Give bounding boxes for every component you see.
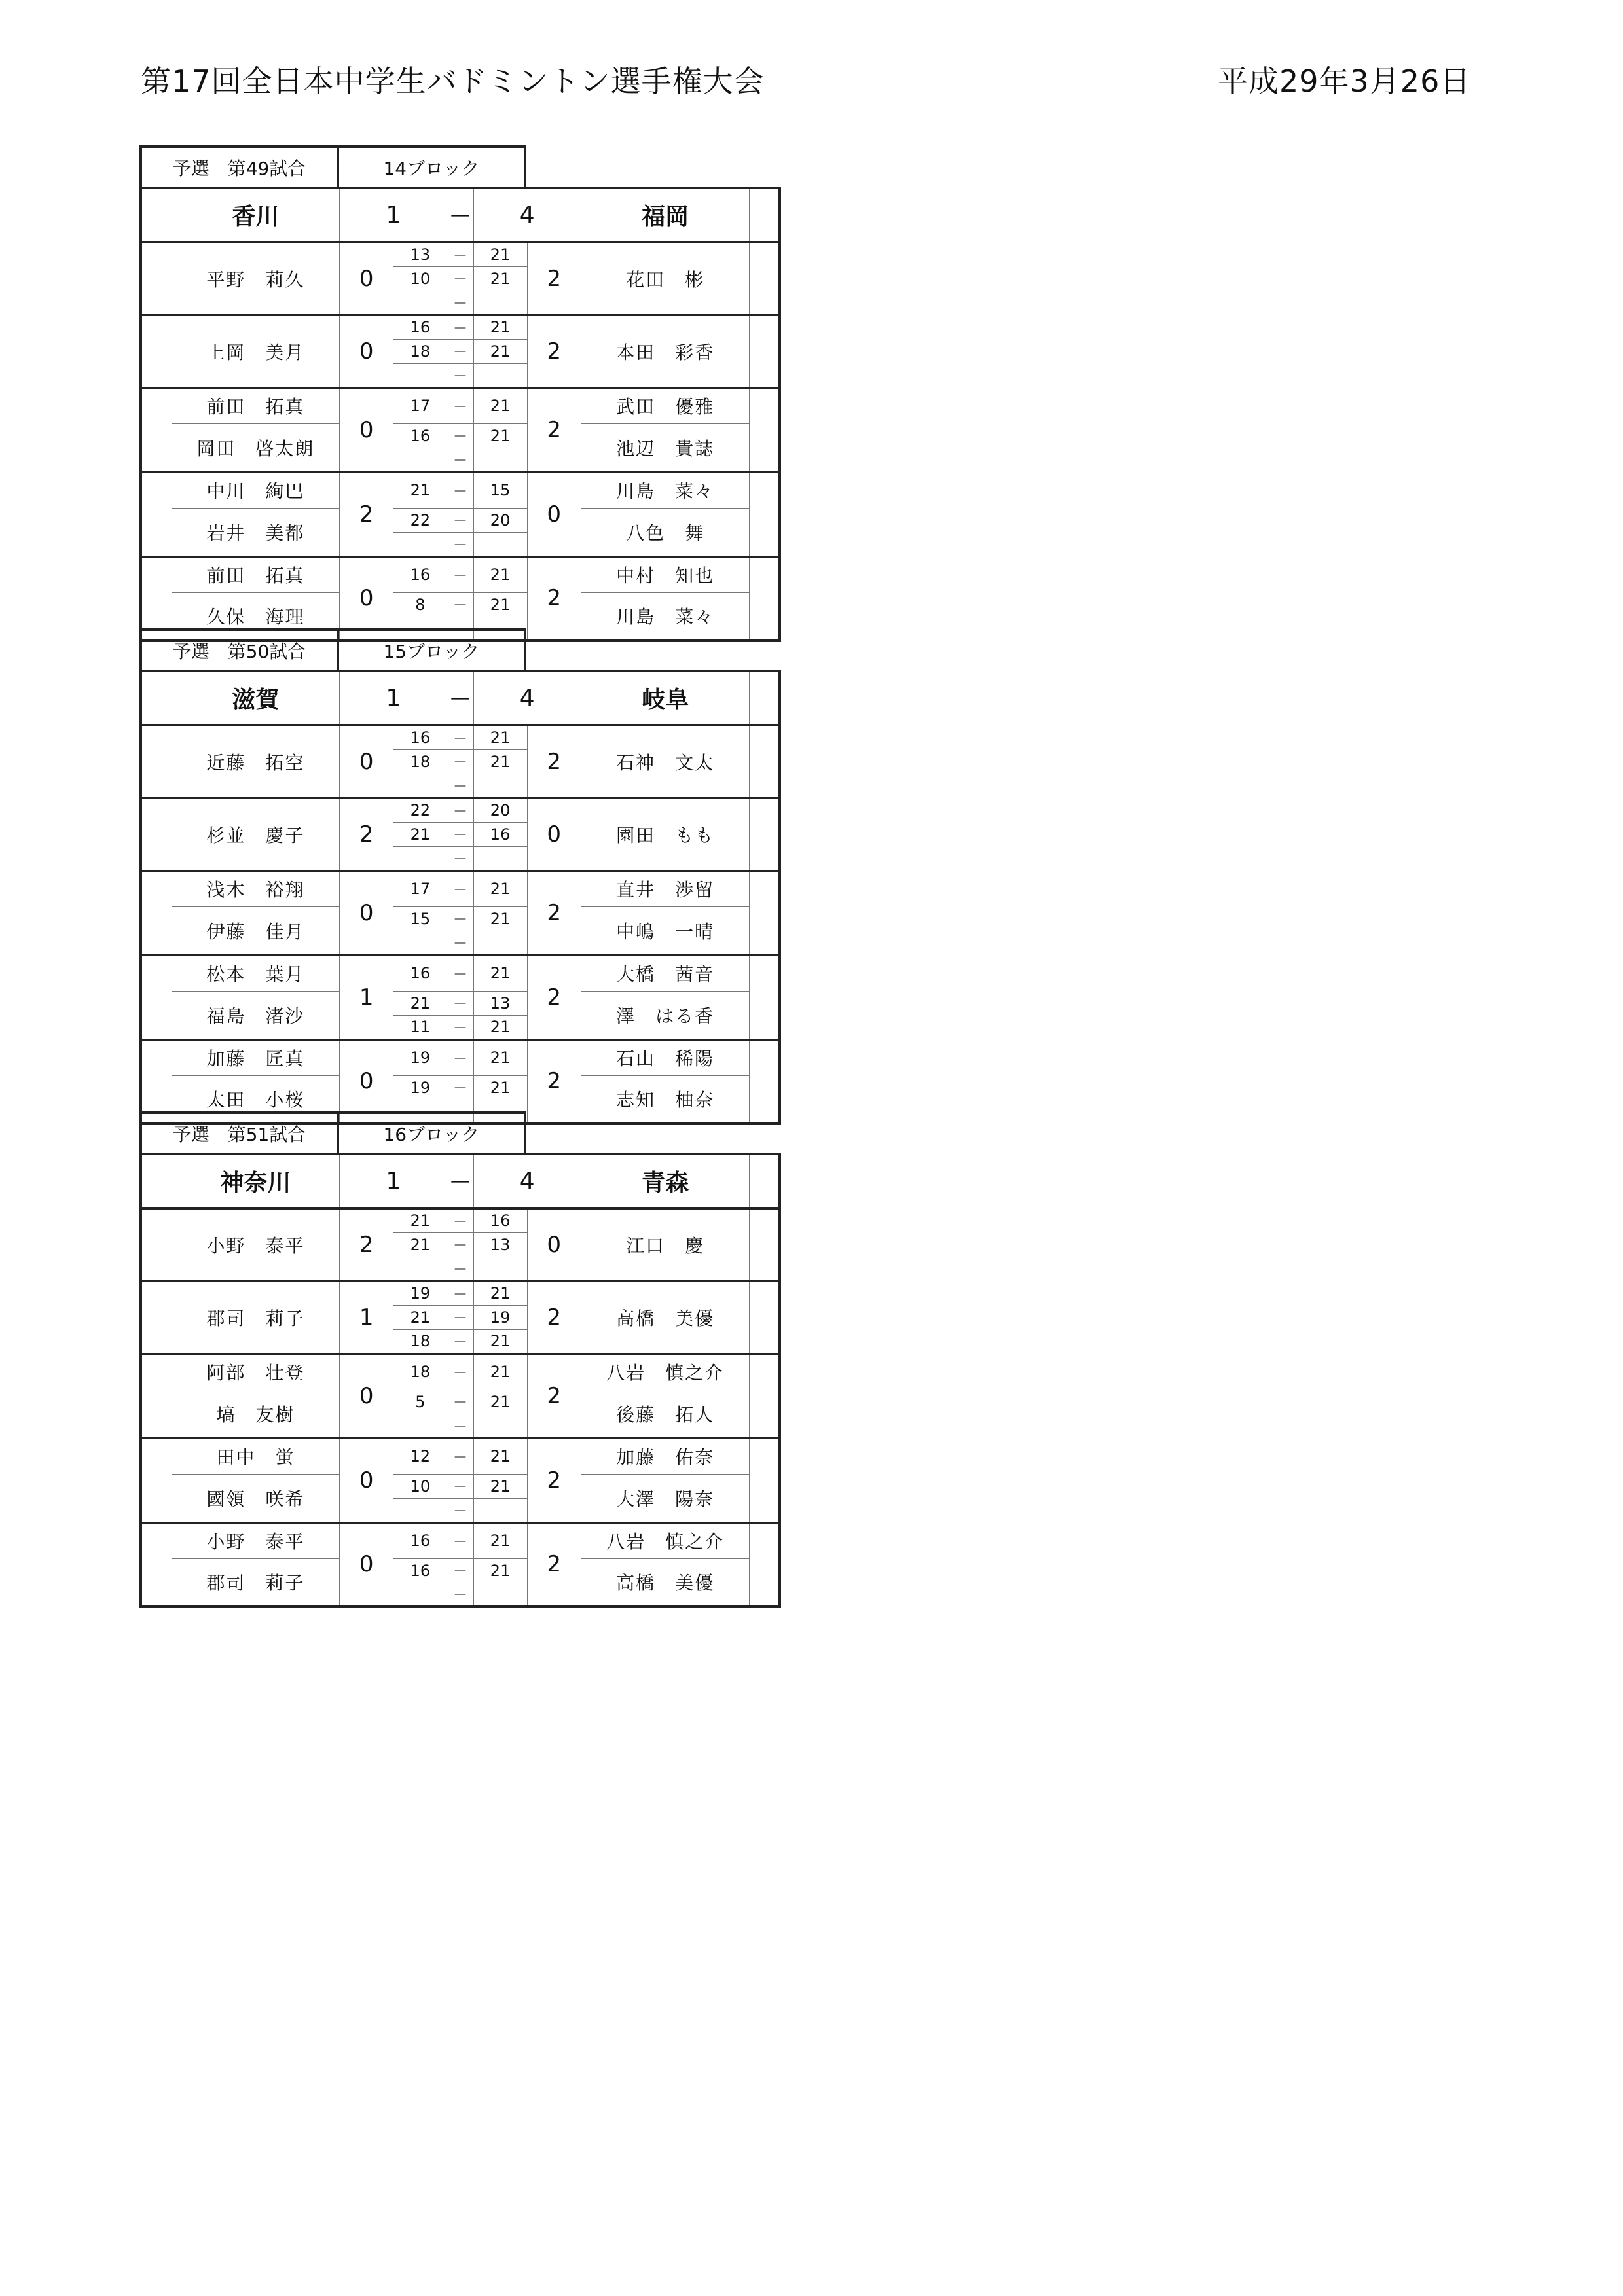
player-right-name: 池辺 貴誌 [581, 423, 750, 472]
player-left-name: 杉並 慶子 [172, 798, 340, 870]
blank-cell [141, 387, 172, 472]
blank-cell [141, 798, 172, 870]
set-score-dash: － [447, 1208, 473, 1232]
game-row [141, 1438, 780, 1474]
team-score-right: 4 [473, 1154, 581, 1208]
player-right-name: 花田 彬 [581, 242, 750, 315]
set-score-left: 21 [393, 822, 447, 846]
player-left-name: 小野 泰平 [172, 1522, 340, 1558]
set-score-dash: － [447, 1354, 473, 1390]
set-score-right: 21 [473, 387, 527, 423]
set-score-left: 17 [393, 387, 447, 423]
player-left-name: 前田 拓真 [172, 387, 340, 423]
set-score-left [393, 291, 447, 315]
set-score-left: 21 [393, 472, 447, 508]
player-left-name: 小野 泰平 [172, 1208, 340, 1281]
set-score-dash: － [447, 1015, 473, 1039]
set-score-left: 22 [393, 508, 447, 532]
team-score-dash: － [447, 671, 473, 725]
game-row [141, 1474, 780, 1498]
blank-cell [141, 671, 172, 725]
set-score-left: 18 [393, 1354, 447, 1390]
player-left-name: 田中 蛍 [172, 1438, 340, 1474]
set-score-right: 19 [473, 1305, 527, 1329]
set-score-dash: － [447, 798, 473, 822]
set-score-dash: － [447, 387, 473, 423]
set-score-dash: － [447, 1522, 473, 1558]
set-score-dash: － [447, 532, 473, 556]
set-score-dash: － [447, 1329, 473, 1354]
game-row [141, 1281, 780, 1305]
game-result-right: 2 [527, 725, 581, 798]
set-score-right: 21 [473, 315, 527, 339]
set-score-right: 21 [473, 1281, 527, 1305]
set-score-left: 16 [393, 423, 447, 448]
set-score-dash: － [447, 1474, 473, 1498]
blank-cell [141, 472, 172, 556]
set-score-right: 21 [473, 1075, 527, 1100]
set-score-left: 5 [393, 1390, 447, 1414]
blank-cell [750, 1281, 780, 1354]
set-score-right: 21 [473, 1474, 527, 1498]
set-score-dash: － [447, 363, 473, 387]
set-score-right: 20 [473, 798, 527, 822]
player-left-name: 上岡 美月 [172, 315, 340, 387]
game-result-left: 0 [340, 556, 393, 641]
blank-cell [750, 387, 780, 472]
game-result-right: 2 [527, 242, 581, 315]
game-row [141, 906, 780, 931]
game-result-left: 1 [340, 1281, 393, 1354]
set-score-dash: － [447, 1414, 473, 1438]
block-label: 14ブロック [337, 145, 526, 187]
blank-cell [750, 242, 780, 315]
player-right-name: 志知 柚奈 [581, 1075, 750, 1124]
set-score-left: 19 [393, 1281, 447, 1305]
game-row [141, 508, 780, 532]
set-score-right [473, 1583, 527, 1607]
game-result-left: 2 [340, 1208, 393, 1281]
player-right-name: 後藤 拓人 [581, 1390, 750, 1438]
blank-cell [750, 1438, 780, 1522]
match-block [139, 1111, 781, 1608]
player-left-name: 郡司 莉子 [172, 1558, 340, 1607]
game-row [141, 423, 780, 448]
set-score-right [473, 846, 527, 870]
blank-cell [750, 955, 780, 1039]
set-score-right: 21 [473, 1438, 527, 1474]
player-left-name: 郡司 莉子 [172, 1281, 340, 1354]
set-score-left: 12 [393, 1438, 447, 1474]
set-score-left [393, 448, 447, 472]
set-score-right: 21 [473, 1558, 527, 1583]
set-score-dash: － [447, 1100, 473, 1124]
set-score-right: 21 [473, 1015, 527, 1039]
match-header [139, 145, 781, 187]
player-right-name: 八岩 慎之介 [581, 1354, 750, 1390]
set-score-left: 11 [393, 1015, 447, 1039]
player-right-name: 石山 稀陽 [581, 1039, 750, 1075]
set-score-right [473, 1498, 527, 1522]
blank-cell [141, 242, 172, 315]
set-score-left: 16 [393, 556, 447, 592]
set-score-dash: － [447, 822, 473, 846]
game-result-left: 0 [340, 387, 393, 472]
set-score-dash: － [447, 556, 473, 592]
set-score-left [393, 1498, 447, 1522]
player-right-name: 石神 文太 [581, 725, 750, 798]
game-result-left: 0 [340, 242, 393, 315]
match-label: 予選 第50試合 [139, 628, 339, 670]
set-score-left: 18 [393, 339, 447, 363]
set-score-dash: － [447, 991, 473, 1015]
player-left-name: 中川 絢巴 [172, 472, 340, 508]
game-row [141, 1522, 780, 1558]
set-score-left [393, 532, 447, 556]
game-result-left: 2 [340, 798, 393, 870]
blank-cell [750, 725, 780, 798]
set-score-dash: － [447, 774, 473, 798]
set-score-left [393, 1583, 447, 1607]
player-right-name: 加藤 佑奈 [581, 1438, 750, 1474]
set-score-right: 21 [473, 870, 527, 906]
set-score-dash: － [447, 1305, 473, 1329]
player-left-name: 浅木 裕翔 [172, 870, 340, 906]
set-score-left: 18 [393, 749, 447, 774]
set-score-left [393, 363, 447, 387]
set-score-dash: － [447, 906, 473, 931]
set-score-dash: － [447, 291, 473, 315]
set-score-dash: － [447, 931, 473, 955]
set-score-left: 22 [393, 798, 447, 822]
player-left-name: 久保 海理 [172, 592, 340, 641]
game-row [141, 387, 780, 423]
set-score-dash: － [447, 1039, 473, 1075]
team-score-dash: － [447, 1154, 473, 1208]
set-score-left: 15 [393, 906, 447, 931]
set-score-dash: － [447, 242, 473, 266]
game-row [141, 1039, 780, 1075]
blank-cell [141, 1281, 172, 1354]
set-score-left: 21 [393, 1232, 447, 1257]
blank-cell [141, 1354, 172, 1438]
set-score-left: 8 [393, 592, 447, 617]
set-score-right: 21 [473, 339, 527, 363]
set-score-right [473, 363, 527, 387]
blank-cell [141, 1154, 172, 1208]
blank-cell [750, 315, 780, 387]
game-row [141, 592, 780, 617]
set-score-left: 21 [393, 1305, 447, 1329]
blank-cell [750, 671, 780, 725]
match-header [139, 628, 781, 670]
set-score-right [473, 532, 527, 556]
set-score-left [393, 774, 447, 798]
set-score-dash: － [447, 725, 473, 749]
player-right-name: 川島 菜々 [581, 472, 750, 508]
blank-cell [141, 315, 172, 387]
player-left-name: 加藤 匠真 [172, 1039, 340, 1075]
set-score-right [473, 1414, 527, 1438]
set-score-left [393, 1257, 447, 1281]
team-right-name: 岐阜 [581, 671, 750, 725]
team-left-name: 神奈川 [172, 1154, 340, 1208]
blank-cell [750, 798, 780, 870]
set-score-dash: － [447, 955, 473, 991]
set-score-dash: － [447, 870, 473, 906]
blank-cell [750, 1154, 780, 1208]
set-score-right: 21 [473, 592, 527, 617]
game-row [141, 315, 780, 339]
player-right-name: 澤 はる香 [581, 991, 750, 1039]
player-right-name: 大橋 茜音 [581, 955, 750, 991]
player-left-name: 塙 友樹 [172, 1390, 340, 1438]
set-score-right: 21 [473, 955, 527, 991]
set-score-left [393, 846, 447, 870]
set-score-dash: － [447, 1232, 473, 1257]
match-table [139, 670, 781, 1125]
set-score-dash: － [447, 592, 473, 617]
blank-cell [141, 1438, 172, 1522]
player-right-name: 園田 もも [581, 798, 750, 870]
team-score-left: 1 [340, 671, 447, 725]
player-left-name: 松本 葉月 [172, 955, 340, 991]
blank-cell [141, 188, 172, 242]
game-result-left: 0 [340, 1039, 393, 1124]
team-score-right: 4 [473, 188, 581, 242]
set-score-dash: － [447, 1558, 473, 1583]
set-score-dash: － [447, 1390, 473, 1414]
set-score-right: 16 [473, 822, 527, 846]
game-result-left: 0 [340, 315, 393, 387]
match-label: 予選 第49試合 [139, 145, 339, 187]
game-result-left: 0 [340, 1522, 393, 1607]
set-score-left: 10 [393, 1474, 447, 1498]
set-score-right: 21 [473, 1329, 527, 1354]
player-right-name: 中嶋 一晴 [581, 906, 750, 955]
set-score-dash: － [447, 1075, 473, 1100]
set-score-dash: － [447, 448, 473, 472]
game-result-right: 2 [527, 556, 581, 641]
player-left-name: 伊藤 佳月 [172, 906, 340, 955]
set-score-right: 13 [473, 1232, 527, 1257]
set-score-dash: － [447, 1438, 473, 1474]
player-left-name: 平野 莉久 [172, 242, 340, 315]
set-score-left: 17 [393, 870, 447, 906]
match-table [139, 1153, 781, 1608]
set-score-right [473, 448, 527, 472]
set-score-right: 21 [473, 556, 527, 592]
set-score-right: 21 [473, 1390, 527, 1414]
game-result-right: 2 [527, 387, 581, 472]
set-score-left: 13 [393, 242, 447, 266]
game-row [141, 991, 780, 1015]
player-right-name: 八岩 慎之介 [581, 1522, 750, 1558]
set-score-left: 21 [393, 1208, 447, 1232]
team-score-left: 1 [340, 188, 447, 242]
game-result-left: 0 [340, 870, 393, 955]
set-score-left: 18 [393, 1329, 447, 1354]
block-label: 16ブロック [337, 1111, 526, 1153]
game-row [141, 1354, 780, 1390]
game-row [141, 725, 780, 749]
player-right-name: 中村 知也 [581, 556, 750, 592]
team-right-name: 青森 [581, 1154, 750, 1208]
game-result-right: 2 [527, 955, 581, 1039]
set-score-dash: － [447, 339, 473, 363]
game-result-right: 0 [527, 798, 581, 870]
player-left-name: 岩井 美都 [172, 508, 340, 556]
set-score-right: 20 [473, 508, 527, 532]
set-score-left: 19 [393, 1075, 447, 1100]
team-score-right: 4 [473, 671, 581, 725]
game-row [141, 1208, 780, 1232]
game-result-right: 2 [527, 315, 581, 387]
player-right-name: 武田 優雅 [581, 387, 750, 423]
player-right-name: 江口 慶 [581, 1208, 750, 1281]
set-score-dash: － [447, 1498, 473, 1522]
match-header [139, 1111, 781, 1153]
game-result-left: 0 [340, 725, 393, 798]
set-score-right: 15 [473, 472, 527, 508]
set-score-left: 16 [393, 1522, 447, 1558]
set-score-dash: － [447, 472, 473, 508]
game-row [141, 1075, 780, 1100]
player-left-name: 近藤 拓空 [172, 725, 340, 798]
blank-cell [750, 1354, 780, 1438]
set-score-right: 21 [473, 725, 527, 749]
blank-cell [750, 1522, 780, 1607]
game-result-right: 2 [527, 1354, 581, 1438]
game-row [141, 242, 780, 266]
blank-cell [750, 188, 780, 242]
set-score-dash: － [447, 315, 473, 339]
game-row [141, 1558, 780, 1583]
team-score-dash: － [447, 188, 473, 242]
set-score-right [473, 931, 527, 955]
game-result-left: 0 [340, 1354, 393, 1438]
player-left-name: 岡田 啓太朗 [172, 423, 340, 472]
set-score-right: 21 [473, 749, 527, 774]
match-block [139, 628, 781, 1125]
set-score-dash: － [447, 1281, 473, 1305]
set-score-dash: － [447, 1583, 473, 1607]
set-score-left: 10 [393, 266, 447, 291]
player-left-name: 阿部 壮登 [172, 1354, 340, 1390]
match-block [139, 145, 781, 642]
set-score-right [473, 291, 527, 315]
set-score-left: 16 [393, 955, 447, 991]
game-result-right: 2 [527, 1522, 581, 1607]
set-score-left [393, 931, 447, 955]
player-left-name: 福島 渚沙 [172, 991, 340, 1039]
tournament-title: 第17回全日本中学生バドミントン選手権大会 [141, 63, 765, 99]
game-result-right: 2 [527, 1039, 581, 1124]
game-result-right: 0 [527, 472, 581, 556]
set-score-left [393, 1414, 447, 1438]
set-score-dash: － [447, 617, 473, 641]
game-row [141, 556, 780, 592]
game-row [141, 955, 780, 991]
player-right-name: 高橋 美優 [581, 1281, 750, 1354]
blank-cell [141, 955, 172, 1039]
game-row [141, 1390, 780, 1414]
set-score-right: 21 [473, 423, 527, 448]
game-result-right: 0 [527, 1208, 581, 1281]
blank-cell [141, 1522, 172, 1607]
set-score-right: 21 [473, 242, 527, 266]
blank-cell [141, 870, 172, 955]
set-score-left: 19 [393, 1039, 447, 1075]
blank-cell [750, 1208, 780, 1281]
set-score-left: 21 [393, 991, 447, 1015]
set-score-right: 21 [473, 1039, 527, 1075]
set-score-right [473, 1257, 527, 1281]
game-row [141, 870, 780, 906]
player-left-name: 太田 小桜 [172, 1075, 340, 1124]
game-row [141, 472, 780, 508]
blank-cell [750, 870, 780, 955]
team-left-name: 滋賀 [172, 671, 340, 725]
set-score-right: 13 [473, 991, 527, 1015]
game-result-right: 2 [527, 870, 581, 955]
game-result-right: 2 [527, 1438, 581, 1522]
block-label: 15ブロック [337, 628, 526, 670]
set-score-right [473, 774, 527, 798]
match-table [139, 187, 781, 642]
tournament-date: 平成29年3月26日 [1218, 63, 1471, 99]
set-score-left: 16 [393, 1558, 447, 1583]
blank-cell [750, 472, 780, 556]
game-result-left: 0 [340, 1438, 393, 1522]
set-score-right: 21 [473, 906, 527, 931]
player-right-name: 川島 菜々 [581, 592, 750, 641]
player-right-name: 本田 彩香 [581, 315, 750, 387]
game-result-left: 1 [340, 955, 393, 1039]
player-right-name: 直井 渉留 [581, 870, 750, 906]
player-left-name: 國領 咲希 [172, 1474, 340, 1522]
player-right-name: 大澤 陽奈 [581, 1474, 750, 1522]
set-score-dash: － [447, 266, 473, 291]
team-score-left: 1 [340, 1154, 447, 1208]
set-score-right: 21 [473, 1354, 527, 1390]
set-score-dash: － [447, 1257, 473, 1281]
player-right-name: 八色 舞 [581, 508, 750, 556]
set-score-dash: － [447, 749, 473, 774]
set-score-dash: － [447, 846, 473, 870]
set-score-dash: － [447, 508, 473, 532]
game-result-left: 2 [340, 472, 393, 556]
set-score-right: 21 [473, 1522, 527, 1558]
player-left-name: 前田 拓真 [172, 556, 340, 592]
team-left-name: 香川 [172, 188, 340, 242]
set-score-left: 16 [393, 315, 447, 339]
blank-cell [141, 725, 172, 798]
blank-cell [141, 1208, 172, 1281]
set-score-dash: － [447, 423, 473, 448]
team-right-name: 福岡 [581, 188, 750, 242]
set-score-right: 16 [473, 1208, 527, 1232]
match-label: 予選 第51試合 [139, 1111, 339, 1153]
set-score-right: 21 [473, 266, 527, 291]
game-result-right: 2 [527, 1281, 581, 1354]
player-right-name: 高橋 美優 [581, 1558, 750, 1607]
game-row [141, 798, 780, 822]
set-score-left: 16 [393, 725, 447, 749]
